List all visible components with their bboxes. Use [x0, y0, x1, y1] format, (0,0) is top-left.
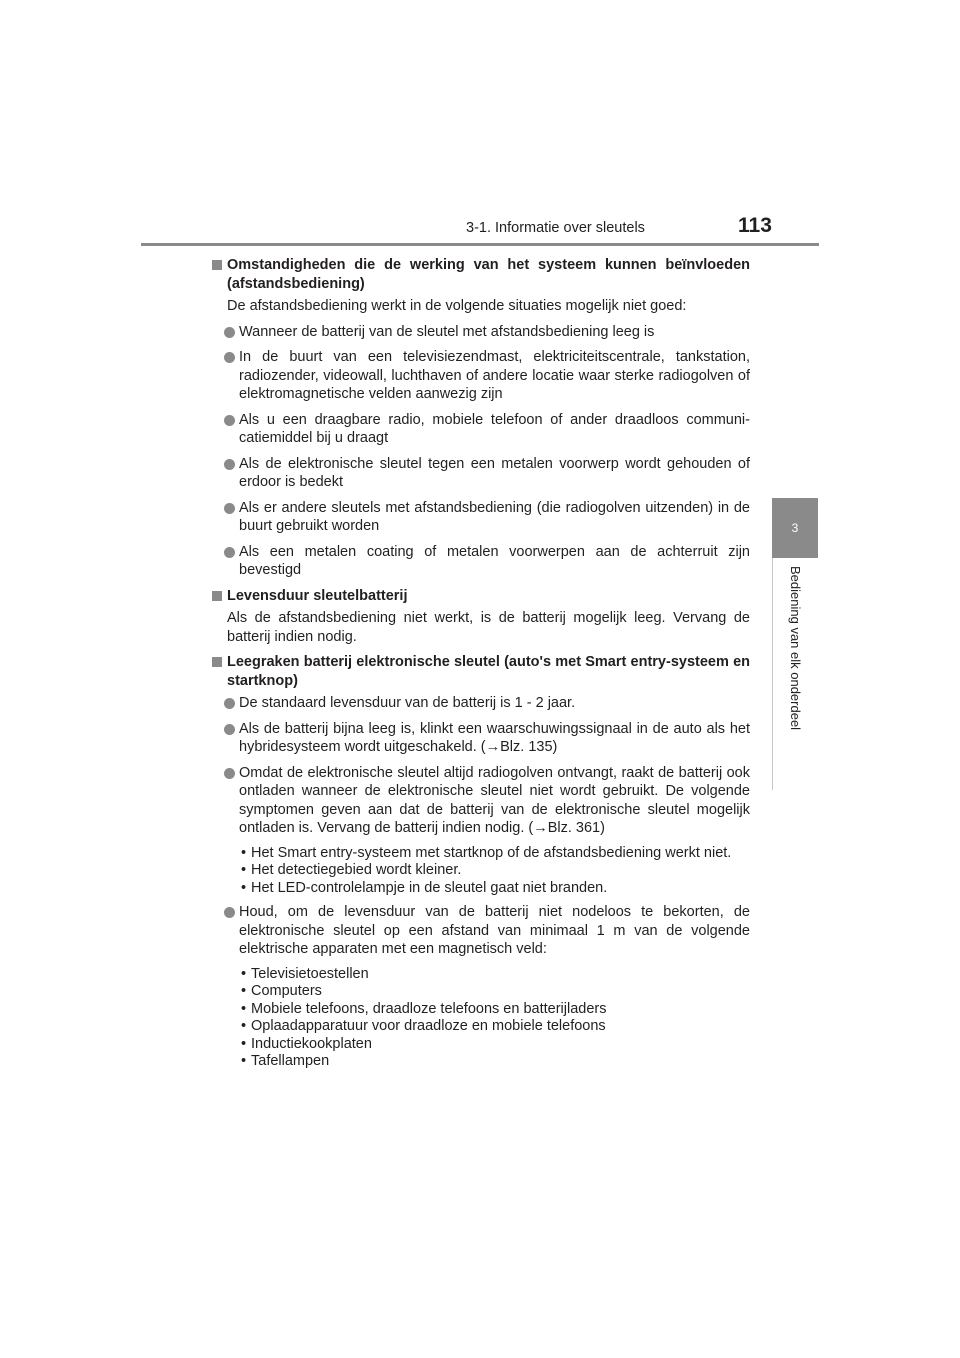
sub-list-item	[239, 845, 750, 863]
list-item-text: Als een metalen coating of metalen voorwerpen aan de achterruit zijn bevestigd	[239, 543, 750, 578]
list-item-text: Omdat de elektronische sleutel altijd radiogolven ontvangt, raakt de batterij ook ontladen wanneer de elektronische sleutel niet wordt gebruikt. De volgende symptomen geven aan dat de batterij van de elektronische sleutel mogelijk ontladen is. Vervang de batterij indien nodig. (→Blz. 361)	[239, 764, 750, 836]
sub-list-item-text: Mobiele telefoons, draadloze telefoons en batterijladers	[251, 1000, 607, 1017]
chapter-tab: 3	[772, 498, 818, 558]
paragraph: De afstandsbediening werkt in de volgende situaties mogelijk niet goed:	[227, 298, 687, 314]
sub-list-item	[239, 966, 750, 984]
list-item-text: Houd, om de levensduur van de batterij niet nodeloos te bekorten, de elektronische sleutel op een afstand van minimaal 1 m van de volgende elektrische apparaten met een magnetisch veld:	[239, 904, 750, 957]
dot-bullet-icon: •	[241, 879, 247, 896]
circle-bullet-icon	[224, 327, 235, 338]
square-bullet-icon	[212, 260, 222, 270]
circle-bullet-icon	[224, 352, 235, 363]
page-number: 113	[738, 214, 772, 237]
dot-bullet-icon: •	[241, 862, 247, 878]
dot-bullet-icon: •	[241, 983, 247, 999]
dot-bullet-icon: •	[241, 1053, 247, 1069]
circle-bullet-icon	[224, 415, 235, 426]
sub-list-item-text: Het detectiegebied wordt kleiner.	[251, 862, 462, 878]
sub-list-item	[239, 1001, 750, 1019]
circle-bullet-icon	[224, 547, 235, 558]
circle-bullet-icon	[224, 503, 235, 514]
dot-bullet-icon: •	[241, 965, 247, 982]
list-item-text: In de buurt van een televisiezendmast, elektriciteitscentrale, tankstation, radiozender, videowall, luchthaven of andere locatie waar sterke radiogolven of elektromagnetische velden aanwezig zijn	[239, 349, 750, 402]
list-item	[212, 764, 750, 838]
dot-bullet-icon: •	[241, 1035, 247, 1052]
sub-list-item-text: Tafellampen	[251, 1053, 330, 1069]
list-item	[212, 543, 750, 580]
list-item-text: Als de elektronische sleutel tegen een metalen voorwerp wordt gehouden of erdoor is bedekt	[239, 455, 750, 490]
dot-bullet-icon: •	[241, 1018, 247, 1034]
header-divider	[141, 243, 819, 246]
main-content	[212, 256, 750, 1077]
sub-list-item	[239, 862, 750, 880]
sub-list-item-text: Het LED-controlelampje in de sleutel gaat niet branden.	[251, 879, 608, 896]
square-bullet-icon	[212, 591, 222, 601]
dot-bullet-icon: •	[241, 844, 247, 861]
circle-bullet-icon	[224, 724, 235, 735]
heading-text: Leegraken batterij elektronische sleutel (auto's met Smart entry-systeem en startknop)	[227, 654, 750, 689]
section-heading	[212, 653, 750, 690]
circle-bullet-icon	[224, 768, 235, 779]
dot-bullet-icon: •	[241, 1000, 247, 1017]
list-item-text: Als er andere sleutels met afstandsbediening (die radiogolven uitzenden) in de buurt gebruikt worden	[239, 499, 750, 534]
circle-bullet-icon	[224, 907, 235, 918]
sub-list-item-text: Computers	[251, 983, 322, 999]
square-bullet-icon	[212, 657, 222, 667]
sub-list-item	[239, 880, 750, 898]
list-item-text: Als u een draagbare radio, mobiele telefoon of ander draadloos communicatiemiddel bij u draagt	[239, 411, 750, 446]
list-item	[212, 323, 750, 342]
list-item-text: Wanneer de batterij van de sleutel met afstandsbediening leeg is	[239, 323, 655, 340]
sub-list-item-text: Oplaadapparatuur voor draadloze en mobiele telefoons	[251, 1018, 606, 1034]
list-item	[212, 720, 750, 757]
header-section-title: 3-1. Informatie over sleutels	[466, 220, 645, 236]
sub-list-item-text: Inductiekookplaten	[251, 1035, 372, 1052]
sub-list-item	[239, 1018, 750, 1036]
heading-text: Omstandigheden die de werking van het systeem kunnen beïnvloeden (afstandsbediening)	[227, 257, 750, 292]
list-item	[212, 903, 750, 959]
circle-bullet-icon	[224, 459, 235, 470]
list-item-text: De standaard levensduur van de batterij is 1 - 2 jaar.	[239, 695, 576, 711]
sub-list	[212, 966, 750, 1071]
section-heading	[212, 256, 750, 293]
list-item	[212, 348, 750, 404]
circle-bullet-icon	[224, 698, 235, 709]
chapter-title: Bediening van elk onderdeel	[788, 566, 803, 731]
list-item	[212, 455, 750, 492]
list-item	[212, 499, 750, 536]
sub-list-item	[239, 1053, 750, 1071]
sub-list-item	[239, 983, 750, 1001]
paragraph: Als de afstandsbediening niet werkt, is de batterij mogelijk leeg. Vervang de batterij indien nodig.	[227, 610, 750, 645]
sub-list-item-text: Het Smart entry-systeem met startknop of de afstandsbediening werkt niet.	[251, 844, 732, 861]
sub-list-item-text: Televisietoestellen	[251, 965, 369, 982]
sub-list-item	[239, 1036, 750, 1054]
list-item	[212, 411, 750, 448]
heading-text: Levensduur sleutelbatterij	[227, 587, 408, 604]
section-heading	[212, 587, 750, 606]
sub-list	[212, 845, 750, 898]
list-item	[212, 694, 750, 713]
list-item-text: Als de batterij bijna leeg is, klinkt een waarschuwingssignaal in de auto als het hybridesysteem wordt uitgeschakeld. (→Blz. 135)	[239, 720, 750, 755]
